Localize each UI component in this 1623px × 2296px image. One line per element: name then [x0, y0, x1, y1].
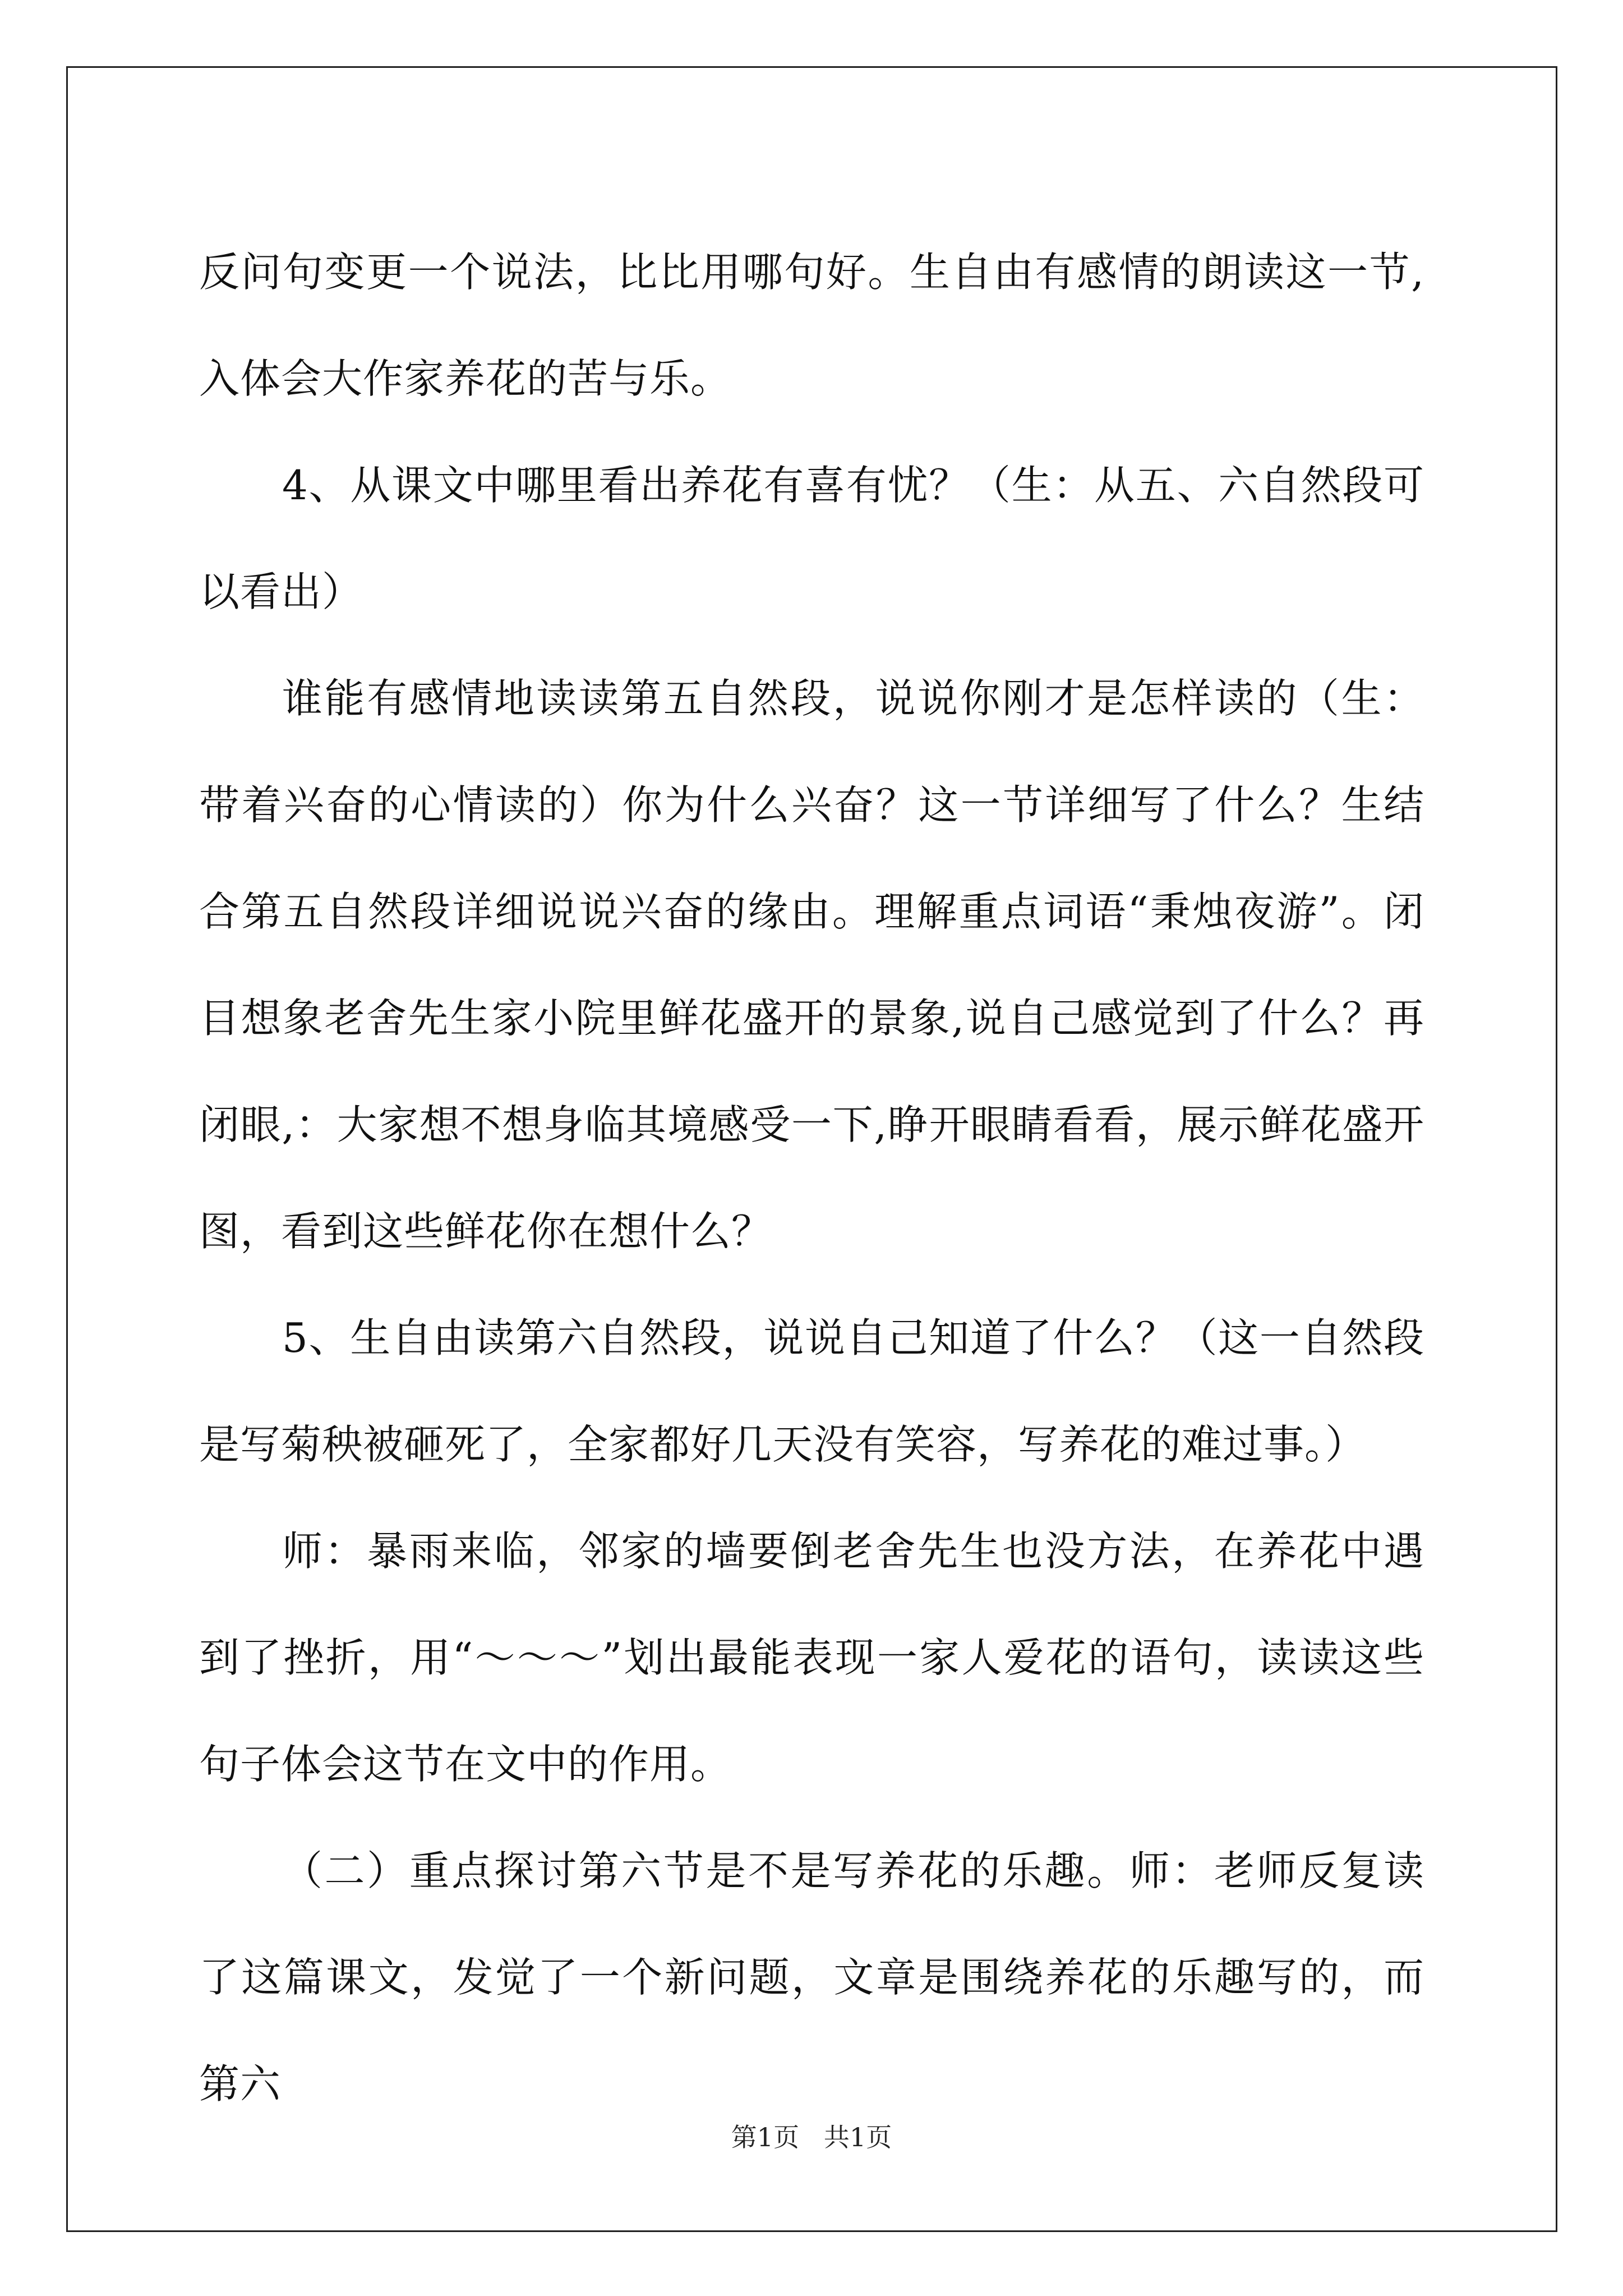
document-body — [199, 219, 1424, 2137]
paragraph-4: 5、生自由读第六自然段，说说自己知道了什么？（这一自然段是写菊秧被砸死了，全家都好几天没有笑容，写养花的难过事。） — [199, 1314, 1424, 1468]
paragraph-5: 师：暴雨来临，邻家的墙要倒老舍先生也没方法，在养花中遇到了挫折，用“～～～”划出最能表现一家人爱花的语句，读读这些句子体会这节在文中的作用。 — [199, 1527, 1424, 1788]
paragraph-6: （二）重点探讨第六节是不是写养花的乐趣。师：老师反复读了这篇课文，发觉了一个新问题，文章是围绕养花的乐趣写的，而第六 — [199, 1847, 1424, 2108]
page-footer: 第1页 共1页 — [731, 2122, 892, 2152]
paragraph-2: 4、从课文中哪里看出养花有喜有忧？（生：从五、六自然段可以看出） — [199, 462, 1424, 615]
paragraph-3: 谁能有感情地读读第五自然段，说说你刚才是怎样读的（生：带着兴奋的心情读的）你为什么兴奋？这一节详细写了什么？生结合第五自然段详细说说兴奋的缘由。理解重点词语“秉烛夜游”。闭目想象老舍先生家小院里鲜花盛开的景象,说自己感觉到了什么？再闭眼,：大家想不想身临其境感受一下,睁开眼睛看看，展示鲜花盛开图，看到这些鲜花你在想什么？ — [199, 675, 1424, 1255]
paragraph-1: 反问句变更一个说法，比比用哪句好。生自由有感情的朗读这一节,入体会大作家养花的苦与乐。 — [199, 249, 1424, 402]
